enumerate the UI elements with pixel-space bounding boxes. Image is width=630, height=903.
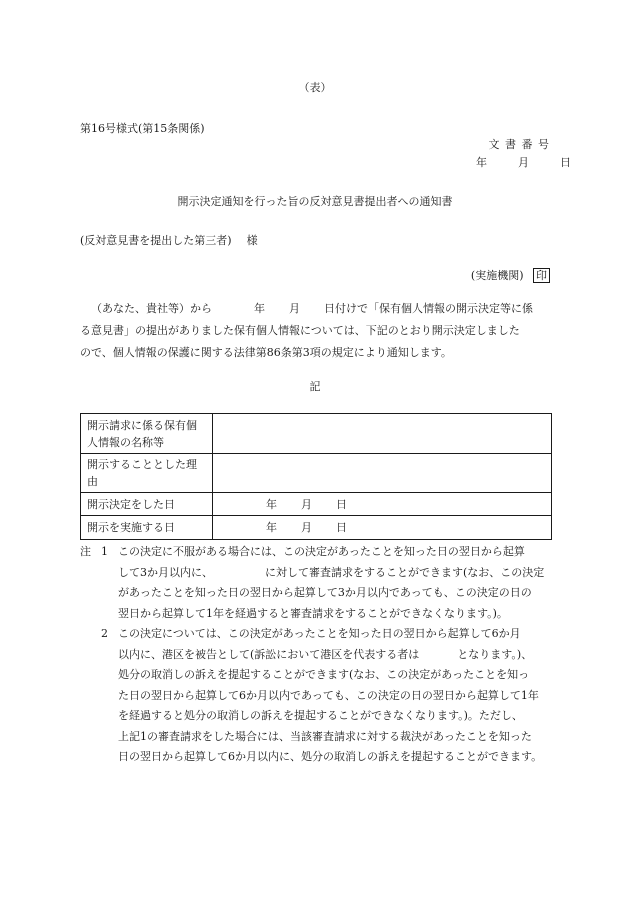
label-line: 人情報の名称等 — [87, 435, 164, 449]
notes-section — [80, 542, 552, 768]
document-number-label: 文 書 番 号 — [488, 138, 550, 151]
note-item-2 — [80, 624, 552, 768]
row-month: 月 — [301, 497, 312, 511]
note-line: 以内に、港区を被告として(訴訟において港区を代表する者は となります。)、 — [118, 647, 533, 661]
addressee-honorific: 様 — [246, 234, 258, 247]
row-day: 日 — [336, 497, 347, 511]
note-text — [118, 624, 552, 768]
note-line: を経過すると処分の取消しの訴えを提起することができなくなります。)。ただし、 — [118, 709, 523, 722]
ki-heading: 記 — [309, 380, 321, 393]
note-line: して3か月以内に、 に対して審査請求をすることができます(なお、この決定 — [118, 565, 545, 579]
table-row-value — [213, 414, 552, 454]
label-line: 由 — [87, 475, 98, 488]
table-row-label: 開示を実施する日 — [81, 516, 213, 540]
note-number: 2 — [101, 627, 108, 640]
table-row — [81, 454, 552, 493]
table-row-value — [213, 454, 552, 493]
note-line: があったことを知った日の翌日から起算して3か月以内であっても、この決定の日の — [118, 586, 532, 599]
addressee — [80, 234, 258, 247]
table-row — [81, 516, 552, 540]
issuer-label: (実施機関) — [470, 269, 524, 282]
note-line: 上記1の審査請求をした場合には、当該審査請求に対する裁決があったことを知った — [118, 729, 532, 743]
document-title: 開示決定通知を行った旨の反対意見書提出者への通知書 — [177, 195, 453, 208]
note-text — [118, 542, 552, 624]
note-line: この決定については、この決定があったことを知った日の翌日から起算して6か月 — [118, 627, 521, 640]
body-line-1 — [80, 298, 552, 320]
date-year: 年 — [476, 156, 487, 169]
body-line-1-b: 日付けで「保有個人情報の開示決定等に係 — [324, 302, 533, 315]
body-line-2: る意見書」の提出がありました保有個人情報については、下記のとおり開示決定しました — [80, 324, 520, 337]
table-row — [81, 414, 552, 454]
note-line: 処分の取消しの訴えを提起することができます(なお、この決定があったことを知っ — [118, 668, 530, 681]
row-year: 年 — [266, 521, 277, 534]
body-month: 月 — [289, 302, 300, 315]
seal-mark: 印 — [533, 268, 550, 283]
note-item-1 — [80, 542, 552, 624]
body-line-1-a: （あなた、貴社等）から — [91, 302, 212, 315]
body-year: 年 — [254, 302, 265, 315]
note-line: 翌日から起算して1年を経過すると審査請求をすることができなくなります。)。 — [118, 606, 508, 620]
disclosure-table — [80, 413, 552, 540]
note-number: 1 — [101, 545, 108, 558]
table-row-label — [81, 454, 213, 493]
row-month: 月 — [301, 521, 312, 534]
label-line: 開示請求に係る保有個 — [87, 418, 197, 432]
note-line: 日の翌日から起算して6か月以内に、処分の取消しの訴えを提起することができます。 — [118, 750, 543, 763]
issuer — [471, 268, 550, 283]
note-line: この決定に不服がある場合には、この決定があったことを知った日の翌日から起算 — [118, 545, 525, 558]
date-month: 月 — [518, 156, 529, 169]
notes-label: 注 — [80, 545, 91, 558]
table-row-label: 開示決定をした日 — [81, 493, 213, 516]
table-row-date — [213, 493, 552, 516]
label-line: 開示することとした理 — [87, 458, 197, 471]
addressee-name: (反対意見書を提出した第三者) — [80, 234, 232, 247]
body-line-3: ので、個人情報の保護に関する法律第86条第3項の規定により通知します。 — [80, 346, 452, 359]
note-line: た日の翌日から起算して6か月以内であっても、この決定の日の翌日から起算して1年 — [118, 688, 539, 702]
body-paragraph — [80, 298, 552, 364]
form-number: 第16号様式(第15条関係) — [80, 122, 205, 135]
date-day: 日 — [560, 156, 571, 169]
table-row — [81, 493, 552, 516]
table-row-date — [213, 516, 552, 540]
row-day: 日 — [336, 521, 347, 534]
header-label: （表） — [298, 81, 332, 94]
date-line — [476, 156, 571, 169]
row-year: 年 — [266, 497, 277, 511]
table-row-label — [81, 414, 213, 454]
